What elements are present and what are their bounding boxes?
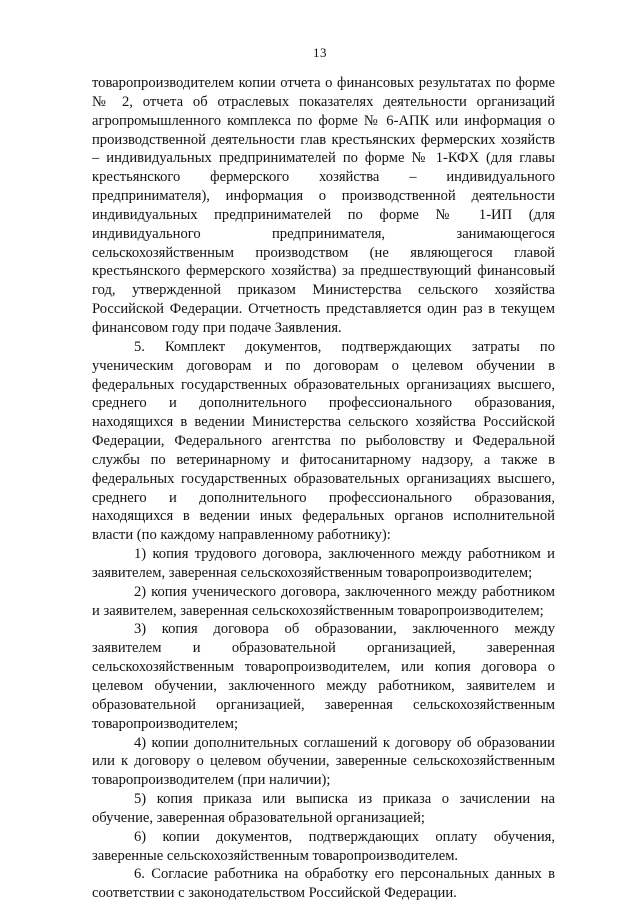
paragraph-item-5: 5. Комплект документов, подтверждающих затраты по ученическим договорам и по договорам о целевом обучении в федеральных государственных образовательных организациях высшего, среднего и дополнительного профессионального образования, находящихся в ведении Министерства сельского хозяйства Российской Федерации, Федерального агентства по рыболовству и Федеральной службы по ветеринарному и фитосанитарному надзору, а также в федеральных государственных образовательных организациях высшего, среднего и дополнительного профессионального образования, находящихся в ведении иных федеральных органов исполнительной власти (по каждому направленному работнику):	[92, 338, 555, 544]
document-body	[92, 74, 555, 903]
list-item-3: 3) копия договора об образовании, заключенного между заявителем и образовательной организацией, заверенная сельскохозяйственным товаропроизводителем, или копия договора о целевом обучении, заключенного между работником, заявителем и образовательной организацией, заверенная сельскохозяйственным товаропроизводителем;	[92, 621, 555, 732]
list-item-1: 1) копия трудового договора, заключенного между работником и заявителем, заверенная сельскохозяйственным товаропроизводителем;	[92, 546, 555, 581]
list-item-4: 4) копии дополнительных соглашений к договору об образовании или к договору о целевом обучении, заверенные сельскохозяйственным товаропроизводителем (при наличии);	[92, 734, 555, 789]
paragraph-item-6: 6. Согласие работника на обработку его персональных данных в соответствии с законодательством Российской Федерации.	[92, 866, 555, 902]
list-item-6: 6) копии документов, подтверждающих оплату обучения, заверенные сельскохозяйственным товаропроизводителем.	[92, 828, 555, 864]
page-number: 13	[313, 45, 327, 60]
paragraph-continuation: товаропроизводителем копии отчета о финансовых результатах по форме № 2, отчета об отраслевых показателях деятельности организаций агропромышленного комплекса по форме № 6-АПК или информация о производственной деятельности глав крестьянских фермерских хозяйств – индивидуальных предпринимателей по форме № 1-КФХ (для главы крестьянского фермерского хозяйства – индивидуального предпринимателя), информация о производственной деятельности индивидуальных предпринимателей по форме № 1-ИП (для индивидуального предпринимателя, занимающегося сельскохозяйственным производством (не являющегося главой крестьянского фермерского хозяйства) за предшествующий финансовый год, утвержденной приказом Министерства сельского хозяйства Российской Федерации. Отчетность представляется один раз в текущем финансовом году при подаче Заявления.	[92, 75, 555, 336]
list-item-5: 5) копия приказа или выписка из приказа о зачислении на обучение, заверенная образовательной организацией;	[92, 791, 555, 826]
list-item-2: 2) копия ученического договора, заключенного между работником и заявителем, заверенная сельскохозяйственным товаропроизводителем;	[92, 583, 555, 619]
